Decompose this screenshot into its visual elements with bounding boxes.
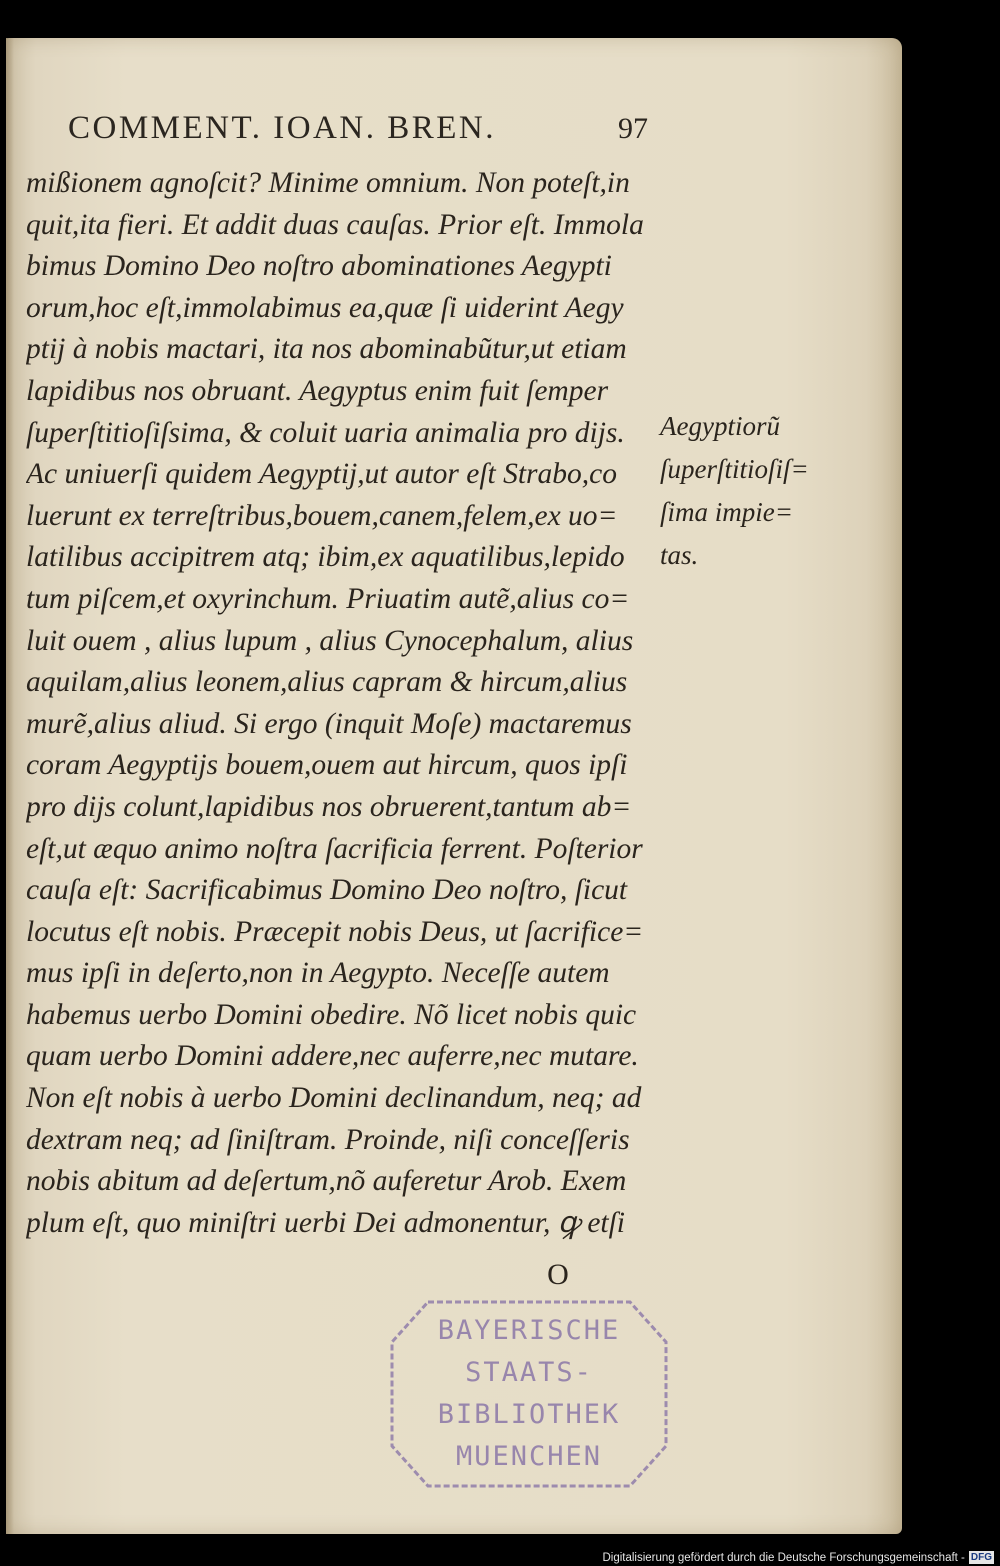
text-line: locutus eſt nobis. Præcepit nobis Deus, ut ſacrifice= bbox=[26, 915, 644, 948]
text-line: luit ouem , alius lupum , alius Cynocephalum, alius bbox=[26, 624, 634, 657]
marginal-note-line: Aegyptiorũ bbox=[660, 411, 780, 441]
marginal-note-line: tas. bbox=[660, 540, 699, 570]
text-line: aquilam,alius leonem,alius capram & hircum,alius bbox=[26, 666, 628, 699]
credit-text: Digitalisierung gefördert durch die Deutsche Forschungsgemeinschaft - bbox=[602, 1551, 965, 1564]
text-line: mus ipſi in deſerto,non in Aegypto. Neceſſe autem bbox=[26, 957, 610, 990]
text-line: coram Aegyptijs bouem,ouem aut hircum, quos ipſi bbox=[26, 749, 628, 782]
text-line: Non eſt nobis à uerbo Domini declinandum, neq; ad bbox=[26, 1082, 642, 1115]
text-line: pro dijs colunt,lapidibus nos obruerent,tantum ab= bbox=[26, 790, 632, 823]
stamp-line: STAATS- bbox=[465, 1357, 593, 1388]
running-head bbox=[68, 110, 648, 154]
text-line: eſt,ut æquo animo noſtra ſacrificia ferrent. Poſterior bbox=[26, 832, 643, 865]
text-line: quam uerbo Domini addere,nec auferre,nec mutare. bbox=[26, 1040, 639, 1073]
catchword: O bbox=[547, 1258, 569, 1291]
text-line: plum eſt, quo miniſtri uerbi Dei admonentur, ꝙ etſi bbox=[26, 1206, 626, 1239]
running-head-title: COMMENT. IOAN. BREN. bbox=[68, 110, 496, 146]
text-line: orum,hoc eſt,immolabimus ea,quæ ſi uiderint Aegy bbox=[26, 291, 624, 324]
body-text bbox=[26, 163, 666, 1244]
digitization-credit bbox=[602, 1551, 994, 1564]
text-line: lapidibus nos obruant. Aegyptus enim fuit ſemper bbox=[26, 374, 609, 407]
text-line: dextram neq; ad ſiniſtram. Proinde, niſi conceſſeris bbox=[26, 1123, 630, 1156]
marginal-note-line: ſuperſtitioſiſ= bbox=[660, 454, 809, 484]
text-line: nobis abitum ad deſertum,nõ auferetur Arob. Exem bbox=[26, 1165, 627, 1198]
text-line: mißionem agnoſcit? Minime omnium. Non poteſt,in bbox=[26, 167, 630, 199]
text-line: luerunt ex terreſtribus,bouem,canem,felem,ex uo= bbox=[26, 499, 618, 532]
stamp-line: MUENCHEN bbox=[455, 1441, 603, 1472]
marginal-note-line: ſima impie= bbox=[660, 497, 793, 527]
text-line: habemus uerbo Domini obedire. Nõ licet nobis quic bbox=[26, 998, 637, 1031]
text-line: murẽ,alius aliud. Si ergo (inquit Moſe) mactaremus bbox=[26, 707, 632, 740]
stamp-line: BIBLIOTHEK bbox=[437, 1399, 621, 1430]
text-line: ſuperſtitioſiſsima, & coluit uaria animalia pro dijs. bbox=[26, 416, 625, 449]
text-line: Ac uniuerſi quidem Aegyptij,ut autor eſt Strabo,co bbox=[26, 458, 618, 491]
text-line: cauſa eſt: Sacrificabimus Domino Deo noſtro, ſicut bbox=[26, 874, 628, 907]
page-number: 97 bbox=[618, 112, 648, 145]
dfg-logo: DFG bbox=[970, 1552, 992, 1563]
library-stamp bbox=[386, 1296, 672, 1492]
stamp-line: BAYERISCHE bbox=[437, 1315, 621, 1346]
marginal-note bbox=[660, 405, 840, 577]
page-gutter-shadow bbox=[6, 38, 14, 1534]
text-line: quit,ita fieri. Et addit duas cauſas. Prior eſt. Immola bbox=[26, 208, 644, 241]
text-line: bimus Domino Deo noſtro abominationes Aegypti bbox=[26, 250, 612, 283]
text-line: latilibus accipitrem atq; ibim,ex aquatilibus,lepido bbox=[26, 541, 625, 574]
text-line: ptij à nobis mactari, ita nos abominabũtur,ut etiam bbox=[26, 333, 627, 366]
text-line: tum piſcem,et oxyrinchum. Priuatim autẽ,alius co= bbox=[26, 582, 630, 615]
